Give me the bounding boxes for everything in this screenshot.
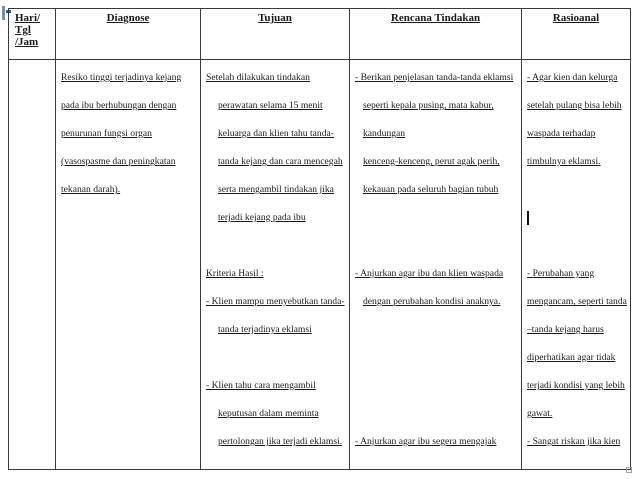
- diagnose-line-4: (vasospasme dan peningkatan: [61, 156, 176, 167]
- rasional-line-3: waspada terhadap: [527, 128, 596, 139]
- rencana-spacer: [355, 232, 518, 260]
- header-rencana: Rencana Tindakan: [350, 9, 522, 60]
- diagnose-cell: [56, 60, 201, 470]
- diagnose-line-1: Resiko tinggi terjadinya kejang: [61, 72, 182, 83]
- rasional-line-10: –tanda kejang harus: [527, 324, 604, 335]
- rencana-line-5: kekauan pada seluruh bagian tubuh: [363, 184, 499, 195]
- diagnose-line-5: tekanan darah).: [61, 184, 121, 195]
- tujuan-spacer: [206, 232, 346, 260]
- rasional-line-13: gawat.: [527, 408, 553, 419]
- tujuan-line-8: Kriteria Hasil :: [206, 268, 264, 279]
- tujuan-line-5: serta mengambil tindakan jika: [218, 184, 334, 195]
- rencana-line-8: - Anjurkan agar ibu dan klien waspada: [355, 268, 504, 279]
- diagnose-line-3: penurunan fungsi organ: [61, 128, 152, 139]
- tujuan-spacer: [206, 344, 346, 372]
- rasional-line-8: - Perubahan yang: [527, 268, 595, 279]
- tujuan-line-3: keluarga dan klien tahu tanda-: [218, 128, 334, 139]
- tujuan-line-2: perawatan selama 15 menit: [218, 100, 323, 111]
- rencana-spacer: [355, 372, 518, 400]
- rencana-line-14: - Anjurkan agar ibu segera mengajak: [355, 436, 497, 447]
- header-date-line-2: Tgl: [15, 24, 31, 36]
- header-date-line-1: Hari/: [15, 12, 41, 24]
- nursing-care-plan-table: [8, 8, 631, 470]
- tujuan-line-9: - Klien mampu menyebutkan tanda-: [206, 296, 345, 307]
- rencana-line-2: seperti kepala pusing, mata kabur,: [363, 100, 494, 111]
- rasional-spacer: [527, 232, 627, 260]
- rencana-cell: [350, 60, 522, 470]
- date-cell: [9, 60, 56, 470]
- rasional-line-12: terjadi kondisi yang lebih: [527, 380, 625, 391]
- diagnose-line-2: pada ibu berhubungan dengan: [61, 100, 177, 111]
- tujuan-line-14: pertolongan jika terjadi eklamsi.: [218, 436, 343, 447]
- rasional-line-9: mengancam, seperti tanda: [527, 296, 627, 307]
- slide-corner-dot: [626, 467, 632, 473]
- rencana-spacer: [355, 204, 518, 232]
- rencana-spacer: [355, 400, 518, 428]
- rasional-line-4: timbulnya eklamsi.: [527, 156, 601, 167]
- tujuan-line-4: tanda kejang dan cara mencegah: [218, 156, 343, 167]
- rasional-line-2: setelah pulang bisa lebih: [527, 100, 622, 111]
- header-row: [9, 9, 631, 60]
- rasional-line-11: diperhatikan agar tidak: [527, 352, 616, 363]
- rencana-spacer: [355, 316, 518, 344]
- tujuan-line-6: terjadi kejang pada ibu: [218, 212, 306, 223]
- tujuan-cell: [201, 60, 350, 470]
- tujuan-line-13: keputusan dalam meminta: [218, 408, 319, 419]
- header-date: [9, 9, 56, 60]
- rasional-spacer: [527, 176, 627, 204]
- header-rasional: Rasioanal: [522, 9, 631, 60]
- rasional-line-14: - Sangat riskan jika kien: [527, 436, 621, 447]
- rencana-spacer: [355, 344, 518, 372]
- rasional-cell: [522, 60, 631, 470]
- header-tujuan: Tujuan: [201, 9, 350, 60]
- tujuan-line-1: Setelah dilakukan tindakan: [206, 72, 310, 83]
- header-diagnose: Diagnose: [56, 9, 201, 60]
- tujuan-line-10: tanda terjadinya eklamsi: [218, 324, 312, 335]
- rencana-line-3: kandungan: [363, 128, 406, 139]
- tujuan-line-12: - Klien tahu cara mengambil: [206, 380, 316, 391]
- rasional-line-1: - Agar kien dan kelurga: [527, 72, 618, 83]
- table-row: [9, 60, 631, 470]
- rencana-line-1: - Berikan penjelasan tanda-tanda eklamsi: [355, 72, 514, 83]
- text-cursor: [527, 204, 627, 232]
- rencana-line-4: kenceng-kenceng, perut agak perih,: [363, 156, 500, 167]
- header-date-line-3: /Jam: [15, 36, 39, 48]
- rencana-line-9: dengan perubahan kondisi anaknya.: [363, 296, 501, 307]
